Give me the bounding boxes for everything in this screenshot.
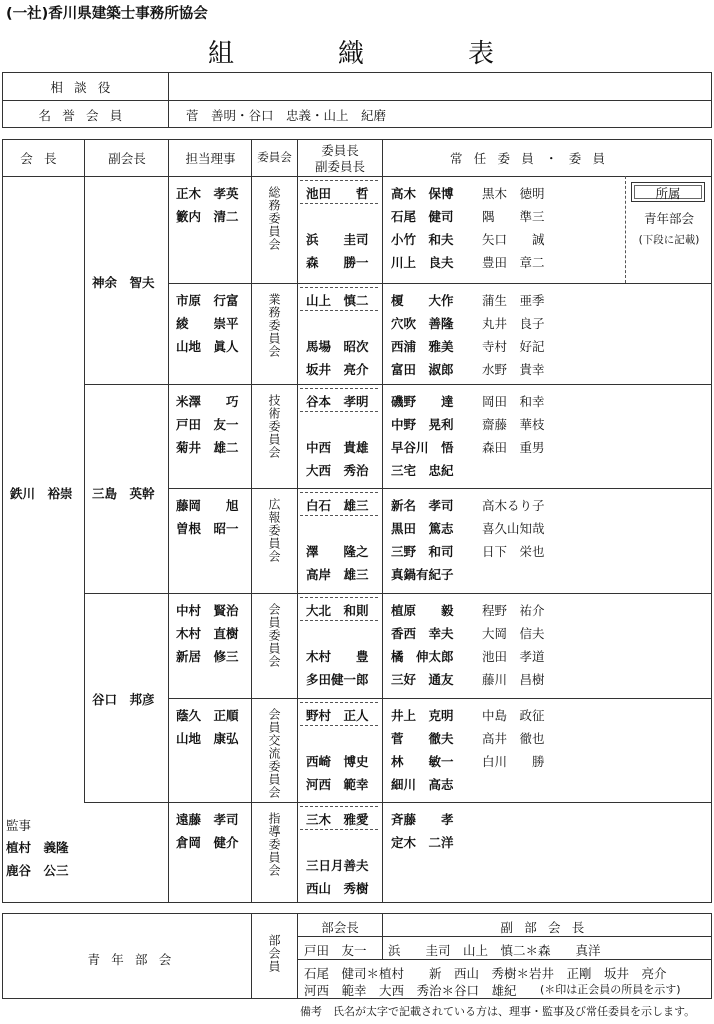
member: 白川 勝 [482, 754, 545, 769]
standing-member: 菅 徹夫 [391, 731, 454, 746]
committee-name: 広報委員会 [267, 498, 281, 563]
member: 日下 栄也 [482, 544, 545, 559]
member: 池田 孝道 [482, 649, 545, 664]
header-chair: 会長 [20, 151, 68, 166]
member: 水野 貴幸 [482, 362, 545, 377]
committee-name: 総務委員会 [267, 186, 281, 251]
director-name: 山地 眞人 [176, 339, 239, 354]
standing-member: 富田 淑郎 [391, 362, 454, 377]
standing-member: 中野 晃利 [391, 417, 454, 432]
vice-chair-3: 谷口 邦彦 [92, 692, 155, 707]
member: 黒木 徳明 [482, 186, 545, 201]
committee-name: 指導委員会 [267, 812, 281, 877]
member: 高木るり子 [482, 498, 545, 513]
standing-member: 定木 二洋 [391, 835, 454, 850]
header-vice-chair: 副会長 [108, 151, 146, 166]
auditor-1: 植村 義隆 [6, 840, 69, 855]
standing-member: 穴吹 善隆 [391, 316, 454, 331]
committee-vice-chair: 木村 豊 [306, 649, 369, 664]
header-committee: 委員会 [257, 150, 292, 164]
youth-members-label: 部会員 [267, 934, 281, 973]
director-name: 籔内 清二 [176, 209, 239, 224]
standing-member: 黒田 篤志 [391, 521, 454, 536]
standing-member: 新名 孝司 [391, 498, 454, 513]
committee-vice-chair: 中西 貴雄 [306, 440, 369, 455]
member: 中島 政征 [482, 708, 545, 723]
director-name: 中村 賢治 [176, 603, 239, 618]
director-name: 菊井 雄二 [176, 440, 239, 455]
director-name: 綾 崇平 [176, 316, 239, 331]
standing-member: 榎 大作 [391, 293, 454, 308]
standing-member: 三野 和司 [391, 544, 454, 559]
committee-vice-chair: 澤 隆之 [306, 544, 369, 559]
standing-member: 小竹 和夫 [391, 232, 454, 247]
standing-member: 三宅 忠紀 [391, 463, 454, 478]
standing-member: 高木 保博 [391, 186, 454, 201]
member: 寺村 好記 [482, 339, 545, 354]
honorary-value: 菅 善明・谷口 忠義・山上 紀磨 [186, 108, 387, 123]
director-name: 新居 修三 [176, 649, 239, 664]
committee-name: 会員交流委員会 [267, 708, 281, 799]
auditor-2: 鹿谷 公三 [6, 863, 69, 878]
director-name: 藤岡 旭 [176, 498, 239, 513]
advisory-label: 相談役 [50, 80, 122, 95]
committee-vice-chair: 西崎 博史 [306, 754, 369, 769]
committee-vice-chair: 浜 圭司 [306, 232, 369, 247]
member: 矢口 誠 [482, 232, 545, 247]
standing-member: 真鍋有紀子 [391, 567, 454, 582]
director-name: 木村 直樹 [176, 626, 239, 641]
standing-member: 早谷川 悟 [391, 440, 454, 455]
youth-head-label: 部会長 [321, 920, 359, 935]
committee-chair: 野村 正人 [306, 708, 369, 723]
header-members: 常任委員・委員 [450, 151, 617, 166]
committee-vice-chair: 多田健一郎 [306, 672, 369, 687]
committee-vice-chair: 大西 秀治 [306, 463, 369, 478]
honorary-label: 名誉会員 [38, 108, 134, 123]
chair-name: 鉄川 裕崇 [10, 486, 73, 501]
director-name: 曽根 昭一 [176, 521, 239, 536]
committee-name: 技術委員会 [267, 394, 281, 459]
header-director: 担当理事 [185, 151, 236, 166]
director-name: 米澤 巧 [176, 394, 239, 409]
standing-member: 林 敏一 [391, 754, 454, 769]
committee-vice-chair: 高岸 雄三 [306, 567, 369, 582]
member: 高井 徹也 [482, 731, 545, 746]
director-name: 山地 康弘 [176, 731, 239, 746]
standing-member: 西浦 雅美 [391, 339, 454, 354]
vice-chair-2: 三島 英幹 [92, 486, 155, 501]
director-name: 市原 行富 [176, 293, 239, 308]
youth-members-2: 河西 範幸 大西 秀治＊谷口 雄紀 [304, 983, 517, 998]
affiliation-box-label: 所属 [655, 186, 681, 201]
footnote: 備考 氏名が太字で記載されている方は、理事・監事及び常任委員を示します。 [300, 1005, 696, 1018]
committee-vice-chair: 河西 範幸 [306, 777, 369, 792]
standing-member: 橘 伸太郎 [391, 649, 454, 664]
committee-vice-chair: 馬場 昭次 [306, 339, 369, 354]
committee-vice-chair: 森 勝一 [306, 255, 369, 270]
affiliation-note: (下段に記載) [638, 234, 700, 246]
committee-vice-chair: 三日月善夫 [306, 858, 369, 873]
committee-chair: 白石 雄三 [306, 498, 369, 513]
member: 森田 重男 [482, 440, 545, 455]
standing-member: 斉藤 孝 [391, 812, 454, 827]
committee-name: 会員委員会 [267, 603, 281, 668]
youth-members-1: 石尾 健司＊植村 新 西山 秀樹＊岩井 正剛 坂井 亮介 [304, 966, 667, 981]
director-name: 倉岡 健介 [176, 835, 239, 850]
committee-chair: 山上 慎二 [306, 293, 369, 308]
vice-chair-1: 神余 智夫 [92, 275, 155, 290]
director-name: 戸田 友一 [176, 417, 239, 432]
youth-vices: 浜 圭司 山上 慎二＊森 真洋 [388, 943, 601, 958]
committee-chair: 池田 哲 [306, 186, 369, 201]
title-char-2: 織 [338, 39, 365, 69]
committee-vice-chair: 西山 秀樹 [306, 881, 369, 896]
member: 岡田 和幸 [482, 394, 545, 409]
member: 藤川 昌樹 [482, 672, 545, 687]
standing-member: 石尾 健司 [391, 209, 454, 224]
title-char-1: 組 [208, 39, 235, 69]
standing-member: 香西 幸夫 [391, 626, 454, 641]
director-name: 遠藤 孝司 [176, 812, 239, 827]
standing-member: 植原 毅 [391, 603, 454, 618]
youth-vice-label: 副部会長 [500, 920, 596, 935]
committee-chair: 三木 雅愛 [306, 812, 369, 827]
auditor-label: 監事 [6, 818, 32, 833]
youth-members-note: (＊印は正会員の所員を示す) [540, 983, 681, 996]
committee-chair: 谷本 孝明 [306, 394, 369, 409]
member: 喜久山知哉 [482, 521, 545, 536]
standing-member: 磯野 達 [391, 394, 454, 409]
standing-member: 細川 高志 [391, 777, 454, 792]
director-name: 蔭久 正順 [176, 708, 239, 723]
committee-name: 業務委員会 [267, 293, 281, 358]
member: 程野 祐介 [482, 603, 545, 618]
member: 隅 準三 [482, 209, 545, 224]
member: 丸井 良子 [482, 316, 545, 331]
youth-head: 戸田 友一 [304, 943, 367, 958]
member: 蒲生 亜季 [482, 293, 545, 308]
org-name: (一社)香川県建築士事務所協会 [6, 6, 208, 22]
youth-name: 青年部会 [87, 952, 183, 967]
header-committee-head-2: 副委員長 [314, 159, 365, 174]
member: 齋藤 華枝 [482, 417, 545, 432]
affiliation-unit: 青年部会 [643, 211, 694, 226]
member: 豊田 章二 [482, 255, 545, 270]
header-committee-head-1: 委員長 [321, 143, 359, 158]
standing-member: 井上 克明 [391, 708, 454, 723]
standing-member: 川上 良夫 [391, 255, 454, 270]
committee-vice-chair: 坂井 亮介 [306, 362, 369, 377]
committee-chair: 大北 和則 [306, 603, 369, 618]
standing-member: 三好 通友 [391, 672, 454, 687]
director-name: 正木 孝英 [176, 186, 239, 201]
title-char-3: 表 [468, 39, 495, 69]
member: 大岡 信夫 [482, 626, 545, 641]
